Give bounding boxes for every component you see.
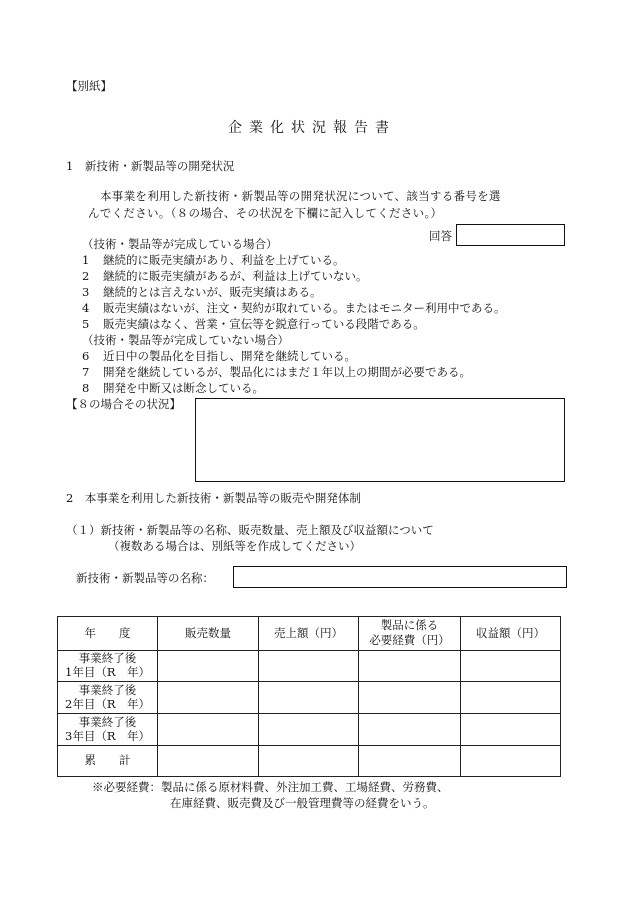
option-item-4 (82, 302, 89, 316)
option-item-2 (82, 270, 89, 284)
option-item-6 (82, 350, 89, 364)
answer-field[interactable] (456, 224, 565, 246)
option-item-8 (82, 382, 89, 396)
footnote-line1: ※必要経費：製品に係る原材料費、外注加工費、工場経費、労務費、 (92, 780, 449, 794)
annex-tag: 【別紙】 (66, 79, 112, 93)
header-sales: 売上額（円） (274, 626, 343, 640)
option-item-3 (82, 286, 89, 300)
table-row-label: 事業終了後 (78, 651, 137, 665)
header-cost-line1: 製品に係る (380, 618, 439, 632)
section1-heading: 1 新技術・新製品等の開発状況 (66, 159, 235, 173)
group-completed-label: （技術・製品等が完成している場合） (82, 237, 278, 251)
option-text-1: 継続的に販売実績があり、利益を上げている。 (103, 253, 345, 267)
header-year: 年 度 (84, 626, 131, 640)
option-number: 2 (82, 269, 90, 283)
section1-instruction-line2: んでください。（８の場合、その状況を下欄に記入してください。） (88, 206, 443, 220)
table-row-label: 事業終了後 (78, 715, 137, 729)
option-item-7 (82, 366, 89, 380)
table-row-sublabel: 2年目（R 年） (65, 697, 150, 711)
option-text-3: 継続的とは言えないが、販売実績はある。 (103, 285, 322, 299)
section1-instruction-line1: 本事業を利用した新技術・新製品等の開発状況について、該当する番号を選 (100, 189, 501, 203)
table-total-label: 累 計 (84, 753, 131, 767)
section2-sub1-line2: （複数ある場合は、別紙等を作成してください） (108, 539, 361, 553)
header-profit: 収益額（円） (476, 626, 545, 640)
option-text-6: 近日中の製品化を目指し、開発を継続している。 (103, 349, 356, 363)
table-row-label: 事業終了後 (78, 683, 137, 697)
product-name-field[interactable] (233, 566, 567, 588)
product-name-label: 新技術・新製品等の名称： (76, 571, 214, 585)
section2-heading: 2 本事業を利用した新技術・新製品等の販売や開発体制 (66, 491, 361, 505)
group-not-completed-label: （技術・製品等が完成していない場合） (82, 333, 289, 347)
option-number: 8 (82, 381, 90, 395)
header-cost-line2: 必要経費（円） (369, 633, 450, 647)
option-number: 3 (82, 285, 90, 299)
document-title: 企業化状況報告書 (228, 120, 396, 136)
option-text-8: 開発を中断又は断念している。 (103, 381, 264, 395)
option-number: 7 (82, 365, 90, 379)
option-text-2: 継続的に販売実績があるが、利益は上げていない。 (103, 269, 368, 283)
case8-textarea[interactable] (195, 398, 565, 482)
table-row-sublabel: 3年目（R 年） (65, 729, 150, 743)
option-number: 6 (82, 349, 90, 363)
option-text-5: 販売実績はなく、営業・宣伝等を鋭意行っている段階である。 (103, 317, 425, 331)
option-item-5 (82, 318, 89, 332)
option-number: 5 (82, 317, 90, 331)
option-text-7: 開発を継続しているが、製品化にはまだ１年以上の期間が必要である。 (103, 365, 471, 379)
option-item-1 (82, 254, 89, 268)
option-number: 4 (82, 301, 90, 315)
section2-sub1-line1: （１）新技術・新製品等の名称、販売数量、売上額及び収益額について (66, 523, 434, 537)
option-number: 1 (82, 253, 90, 267)
option-text-4: 販売実績はないが、注文・契約が取れている。またはモニター利用中である。 (103, 301, 506, 315)
answer-label: 回答 (429, 229, 452, 243)
footnote-line2: 在庫経費、販売費及び一般管理費等の経費をいう。 (170, 796, 435, 810)
header-quantity: 販売数量 (185, 626, 231, 640)
case8-label: 【８の場合その状況】 (66, 397, 181, 411)
table-row-sublabel: 1年目（R 年） (65, 665, 150, 679)
